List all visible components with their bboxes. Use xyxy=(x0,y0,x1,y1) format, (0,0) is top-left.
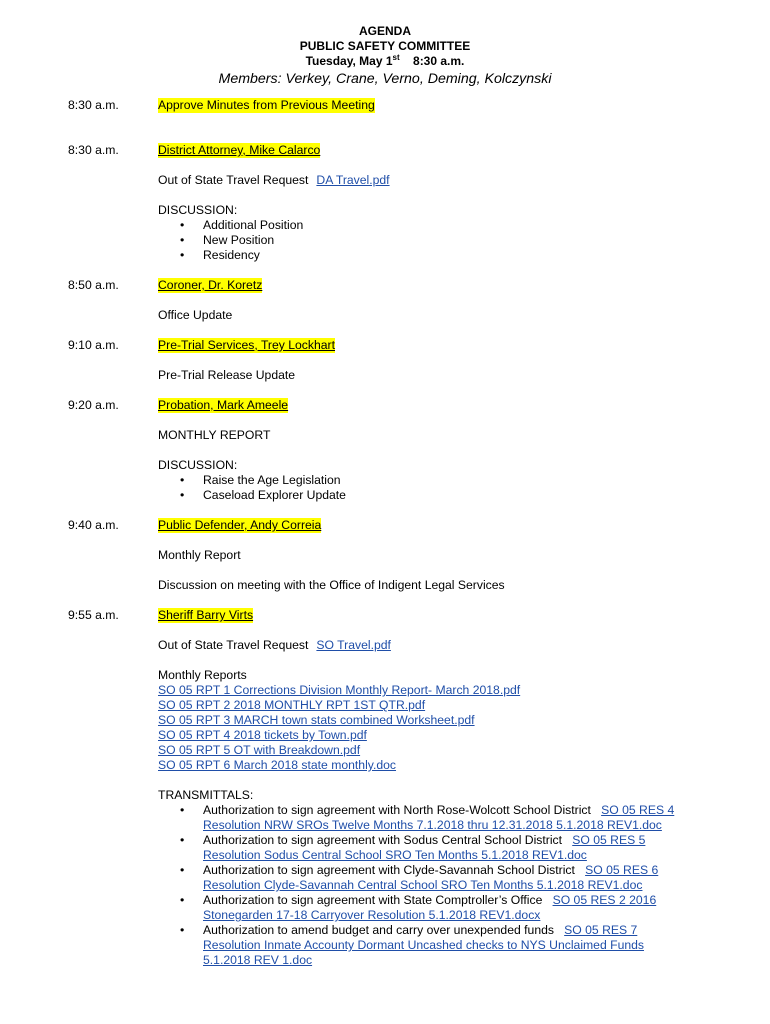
agenda-item-text: Office Update xyxy=(158,308,233,322)
report-link[interactable]: SO 05 RPT 6 March 2018 state monthly.doc xyxy=(158,758,397,772)
travel-request xyxy=(158,173,718,188)
list-item xyxy=(158,233,718,248)
travel-request-label: Out of State Travel Request xyxy=(158,638,309,652)
transmittal-text: Authorization to amend budget and carry over unexpended funds xyxy=(203,923,554,937)
agenda-item-time: 8:50 a.m. xyxy=(68,278,119,292)
agenda-item-text: Discussion on meeting with the Office of Indigent Legal Services xyxy=(158,578,505,592)
transmittal-link[interactable]: SO 05 RES 7 xyxy=(564,923,638,937)
agenda-item-time: 9:55 a.m. xyxy=(68,608,119,622)
transmittal-link[interactable]: Resolution Clyde-Savannah Central School SRO Ten Months 5.1.2018 REV1.doc xyxy=(203,878,643,892)
meeting-date-day: Tuesday, May 1 xyxy=(305,54,393,68)
transmittal-link[interactable]: SO 05 RES 6 xyxy=(585,863,659,877)
agenda-item-title: Approve Minutes from Previous Meeting xyxy=(158,98,375,112)
report-link[interactable]: SO 05 RPT 1 Corrections Division Monthly Report- March 2018.pdf xyxy=(158,683,521,697)
transmittal-link[interactable]: Resolution Inmate Accounty Dormant Uncashed checks to NYS Unclaimed Funds xyxy=(203,938,644,952)
list-item xyxy=(158,833,718,863)
transmittal-link[interactable]: Resolution Sodus Central School SRO Ten Months 5.1.2018 REV1.doc xyxy=(203,848,587,862)
agenda-item-text: Monthly Report xyxy=(158,548,241,562)
discussion-topic: Raise the Age Legislation xyxy=(203,473,341,487)
agenda-item-time: 9:40 a.m. xyxy=(68,518,119,532)
list-item xyxy=(158,248,718,263)
agenda-item-time: 8:30 a.m. xyxy=(68,143,119,157)
transmittals-list xyxy=(158,803,718,968)
travel-request-link[interactable]: DA Travel.pdf xyxy=(316,173,390,187)
agenda-item-text: MONTHLY REPORT xyxy=(158,428,271,442)
report-link[interactable]: SO 05 RPT 3 MARCH town stats combined Worksheet.pdf xyxy=(158,713,475,727)
bullet-icon: • xyxy=(180,473,185,487)
transmittal-link[interactable]: SO 05 RES 2 2016 xyxy=(552,893,657,907)
agenda-item-time: 9:20 a.m. xyxy=(68,398,119,412)
agenda-item xyxy=(0,278,770,323)
bullet-icon: • xyxy=(180,923,185,937)
transmittal-link[interactable]: SO 05 RES 5 xyxy=(572,833,646,847)
agenda-item-title[interactable]: Public Defender, Andy Correia xyxy=(158,518,322,532)
travel-request-link[interactable]: SO Travel.pdf xyxy=(316,638,391,652)
agenda-item-title[interactable]: Pre-Trial Services, Trey Lockhart xyxy=(158,338,335,352)
transmittal-text: Authorization to sign agreement with North Rose-Wolcott School District xyxy=(203,803,591,817)
agenda-item xyxy=(0,338,770,383)
agenda-item-text: Pre-Trial Release Update xyxy=(158,368,296,382)
bullet-icon: • xyxy=(180,248,185,262)
agenda-item xyxy=(0,398,770,503)
discussion-label: DISCUSSION: xyxy=(158,203,238,217)
transmittal-link[interactable]: SO 05 RES 4 xyxy=(601,803,675,817)
meeting-date-suffix: st xyxy=(392,53,400,62)
report-link[interactable]: SO 05 RPT 5 OT with Breakdown.pdf xyxy=(158,743,361,757)
committee-name: PUBLIC SAFETY COMMITTEE xyxy=(299,39,471,53)
discussion-topic: Residency xyxy=(203,248,260,262)
agenda-item xyxy=(0,143,770,263)
list-item xyxy=(158,863,718,893)
bullet-icon: • xyxy=(180,233,185,247)
list-item xyxy=(158,473,718,488)
bullet-icon: • xyxy=(180,833,185,847)
agenda-header xyxy=(0,0,770,88)
agenda-list xyxy=(0,98,770,968)
discussion-list xyxy=(158,218,718,263)
discussion-topic: Additional Position xyxy=(203,218,304,232)
agenda-title: AGENDA xyxy=(358,24,411,38)
list-item xyxy=(158,803,718,833)
transmittals-label: TRANSMITTALS: xyxy=(158,788,254,802)
bullet-icon: • xyxy=(180,218,185,232)
agenda-item-title[interactable]: District Attorney, Mike Calarco xyxy=(158,143,321,157)
discussion-topic: New Position xyxy=(203,233,275,247)
bullet-icon: • xyxy=(180,893,185,907)
transmittal-link[interactable]: 5.1.2018 REV 1.doc xyxy=(203,953,313,967)
travel-request-label: Out of State Travel Request xyxy=(158,173,309,187)
agenda-item-title[interactable]: Coroner, Dr. Koretz xyxy=(158,278,263,292)
monthly-reports-label: Monthly Reports xyxy=(158,668,247,682)
agenda-item-title[interactable]: Probation, Mark Ameele xyxy=(158,398,289,412)
transmittal-text: Authorization to sign agreement with Clyde-Savannah School District xyxy=(203,863,575,877)
agenda-item-time: 9:10 a.m. xyxy=(68,338,119,352)
meeting-time: 8:30 a.m. xyxy=(413,54,465,68)
bullet-icon: • xyxy=(180,488,185,502)
transmittal-text: Authorization to sign agreement with Sodus Central School District xyxy=(203,833,563,847)
transmittal-link[interactable]: Stonegarden 17-18 Carryover Resolution 5.1.2018 REV1.docx xyxy=(203,908,541,922)
discussion-topic: Caseload Explorer Update xyxy=(203,488,346,502)
list-item xyxy=(158,488,718,503)
list-item xyxy=(158,218,718,233)
list-item xyxy=(158,923,718,968)
agenda-item-time: 8:30 a.m. xyxy=(68,98,119,112)
meeting-date xyxy=(0,54,770,69)
agenda-item-title[interactable]: Sheriff Barry Virts xyxy=(158,608,254,622)
agenda-item xyxy=(0,608,770,968)
bullet-icon: • xyxy=(180,863,185,877)
agenda-item xyxy=(0,518,770,593)
report-link[interactable]: SO 05 RPT 4 2018 tickets by Town.pdf xyxy=(158,728,367,742)
report-link[interactable]: SO 05 RPT 2 2018 MONTHLY RPT 1ST QTR.pdf xyxy=(158,698,426,712)
bullet-icon: • xyxy=(180,803,185,817)
travel-request xyxy=(158,638,718,653)
transmittal-link[interactable]: Resolution NRW SROs Twelve Months 7.1.2018 thru 12.31.2018 5.1.2018 REV1.doc xyxy=(203,818,662,832)
agenda-item xyxy=(0,98,770,113)
committee-members: Members: Verkey, Crane, Verno, Deming, Kolczynski xyxy=(218,71,552,87)
discussion-list xyxy=(158,473,718,503)
transmittal-text: Authorization to sign agreement with State Comptroller’s Office xyxy=(203,893,543,907)
list-item xyxy=(158,893,718,923)
discussion-label: DISCUSSION: xyxy=(158,458,238,472)
